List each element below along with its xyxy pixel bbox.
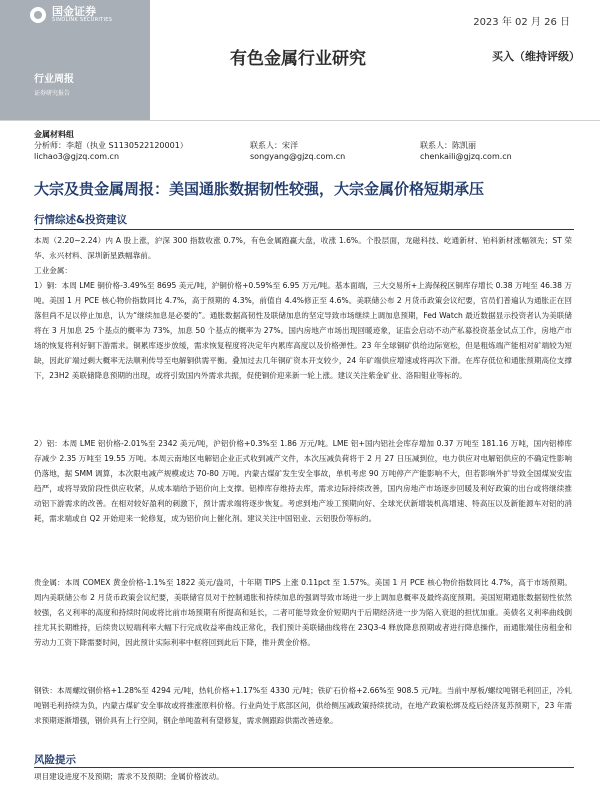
section-divider: [34, 229, 574, 230]
paragraph-risk: 项目建设进度不及预期；需求不及预期；金属价格波动。: [34, 772, 224, 781]
logo-subtitle: SINOLINK SECURITIES: [52, 17, 113, 23]
logo-name: 国金证券: [52, 5, 96, 18]
analyst-3-email: chenkaili@gjzq.com.cn: [420, 152, 512, 161]
header-divider: [0, 120, 600, 121]
paragraph-market: 本周（2.20~2.24）内 A 股上涨，沪深 300 指数收涨 0.7%，有色金属跑赢大盘，收涨 1.6%。个股层面，龙磁科技、屹通新材、铂科新材涨幅领先；ST 荣华、永兴材料、深圳新星跌幅靠前。: [34, 236, 572, 260]
paragraph-industrial-label: 工业金属：: [34, 266, 72, 275]
industry-title: 有色金属行业研究: [230, 49, 366, 69]
logo: [30, 6, 112, 23]
analyst-1-email: lichao3@gjzq.com.cn: [34, 152, 120, 161]
section-title-risk: 风险提示: [34, 754, 76, 766]
section-divider: [34, 767, 574, 768]
report-type: 行业周报: [34, 74, 74, 85]
report-subtype: 证券研究报告: [34, 90, 71, 97]
paragraph-aluminum: 2）铝：本周 LME 铝价格-2.01%至 2342 美元/吨，沪铝价格+0.3%至 1.86 万元/吨。LME 铝+国内铝社会库存增加 0.37 万吨至 181.16 万吨，国内铝棒库存减少 2.35 万吨至 19.55 万吨。本周云南地区电解铝企业正式收到减产文件，本次压减负荷将于 2 月 27 日压减到位，电力供应对电解铝供应的不确定性影响仍落地，据 SMM 调算，本次限电减产规模或达 70-80 万吨。内蒙古煤矿发生安全事故，单机考虑 90 万吨停产产能影响不大，但若影响外扩导致全国煤炭安监趋严，或将导致阶段性供应收紧，从成本端给予铝价向上支撑。铝棒库存维持去库，需求边际持续改善，国内房地产市场逐步回暖及利好政策的出台或将继续推动铝下游需求的改善。在相对较好盈利的刺激下，预计需求端将逐步恢复。考虑到地产竣工预期向好、全球光伏新增装机高增速、特高压以及新能源车对铝的消耗，需求端或自 Q2 开始迎来一轮修复，成为铝价向上催化剂。建议关注中国铝业、云铝股份等标的。: [34, 439, 572, 523]
paragraph-precious-metals: 贵金属：本周 COMEX 黄金价格-1.1%至 1822 美元/盎司，十年期 TIPS 上涨 0.11pct 至 1.57%。美国 1 月 PCE 核心物价指数同比 4.7%，高于市场预期。周内美联储公布 2 月货币政策会议纪要，美联储官员对于控制通胀和持续加息的强调导致市场进一步上调加息概率及最终高度预期。美国短期通胀数据韧性依然较强，名义利率的高度和持续时间或将比前市场预期有所提高和延长，二者可能导致金价短期内于后期经济进一步为陷入衰退的担忧加重。美债名义利率曲线倒挂尤其长期维持，后续贵以短端利率大幅下行完成收益率曲线正常化，我们预计美联储曲线将在 23Q3-4 释放降息预期或者进行降息操作，而通胀端住房租金和劳动力工资下降需要时间，因此预计实际利率中枢将回到此后下降，推升黄金价格。: [34, 578, 572, 647]
sinolink-logo-icon: [30, 7, 46, 23]
paragraph-copper: 1）铜：本周 LME 铜价格-3.49%至 8695 美元/吨，沪铜价格+0.59%至 6.95 万元/吨。基本面端，三大交易所+上海保税区铜库存增长 0.38 万吨至 46.38 万吨。美国 1 月 PCE 核心物价指数同比 4.7%，高于预期的 4.3%，前值自 4.4%修正至 4.6%。美联储公布 2 月货币政策会议纪要，官员们普遍认为通胀正在回落但尚不足以停止加息，认为“继续加息是必要的”。通胀数据高韧性及联储加息的坚定导致市场继续上调加息预期，Fed Watch 最近数据显示投资者认为美联储将在 3 月加息 25 个基点的概率为 73%，加息 50 个基点的概率为 27%。国内房地产市场出现回暖迹象，证监会启动不动产私募投资基金试点工作，房地产市场的恢复将利好铜下游需求。铜累库逐步放缓，需求恢复程度将决定年内累库高度以及价格弹性。23 年全球铜矿供给边际宽松，但是粗炼端产能相对矿端较为短缺，因此矿端过剩大概率无法顺利传导至电解铜供需平衡。叠加过去几年铜矿资本开支较少，24 年矿端供应增速或将再次下滑。在库存低位和通胀预期高位支撑下，23H2 美联储降息预期的出现，或将引致国内外需求共振，促使铜价迎来新一轮上涨。建议关注紫金矿业、洛阳钼业等标的。: [34, 281, 572, 380]
paragraph-steel: 钢铁：本周螺纹钢价格+1.28%至 4294 元/吨，热轧价格+1.17%至 4330 元/吨；铁矿石价格+2.66%至 908.5 元/吨。当前中厚板/螺纹吨钢毛利回正，冷轧吨钢毛利持续为负，内蒙古煤矿安全事故或将推涨原料价格。行业尚处于底部区间，供给侧压减政策持续扰动，在地产政策松绑及疫后经济复苏预期下，23 年需求预期逐渐增强，钢价具有上行空间，钢企单吨盈利有望修复，需求侧跟踪供需改善迹象。: [34, 686, 572, 725]
report-date: 2023 年 02 月 26 日: [473, 17, 570, 28]
sector-label: 金属材料组: [34, 130, 74, 139]
report-headline: 大宗及贵金属周报：美国通胀数据韧性较强，大宗金属价格短期承压: [34, 180, 485, 198]
rating: 买入（维持评级）: [492, 50, 580, 63]
analyst-2-email: songyang@gjzq.com.cn: [250, 152, 346, 161]
analyst-2-name: 联系人：宋洋: [250, 141, 298, 150]
section-title-summary: 行情综述&投资建议: [34, 214, 128, 226]
analyst-3-name: 联系人：陈凯丽: [420, 141, 476, 150]
analyst-1-name: 分析师：李超（执业 S1130522120001）: [34, 141, 188, 150]
